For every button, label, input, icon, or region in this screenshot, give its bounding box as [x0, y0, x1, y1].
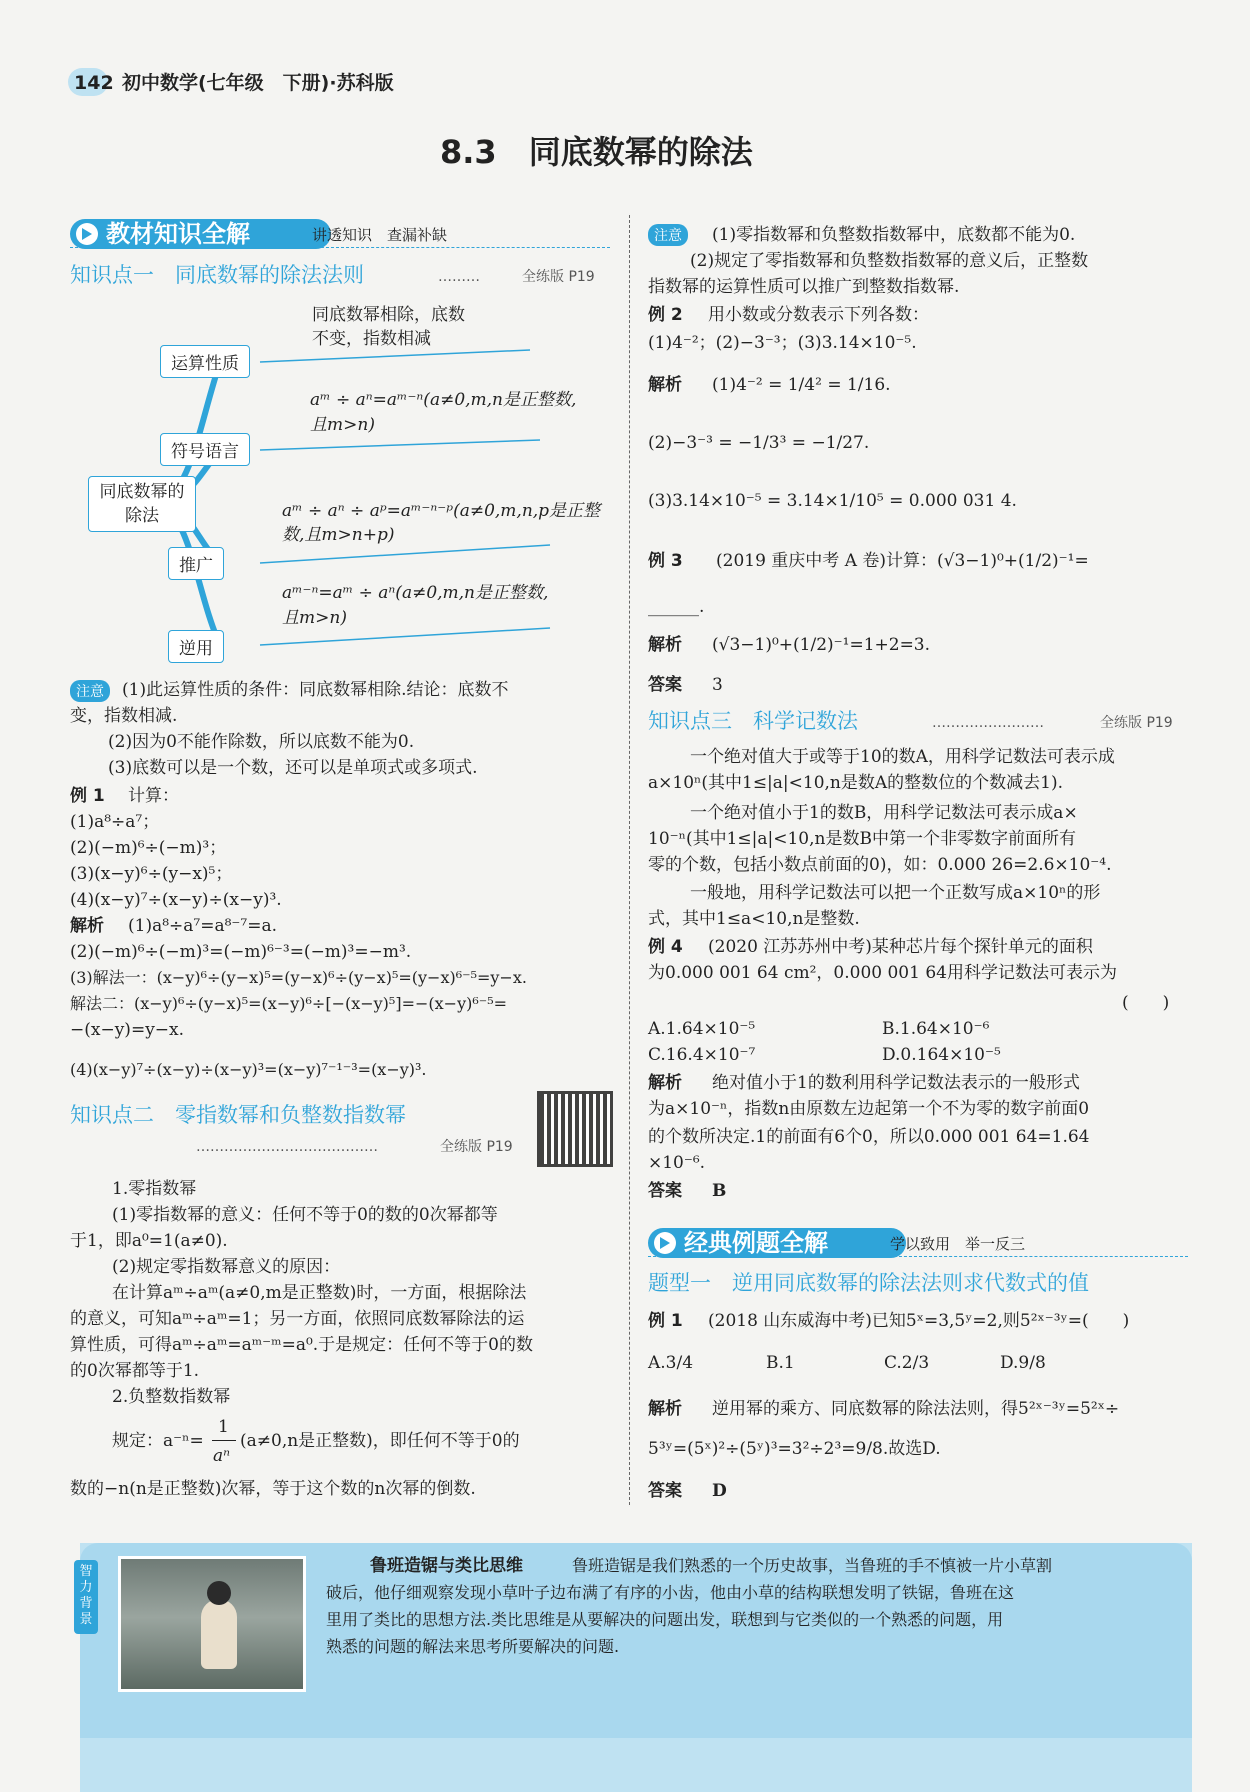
ex4-sol-3: 的个数所决定.1的前面有6个0，所以0.000 001 64=1.64 [648, 1127, 1090, 1147]
ex1-sol-label: 解析 [70, 916, 104, 936]
ex1-item-1: (1)a⁸÷a⁷； [70, 812, 160, 832]
mind-map-center: 同底数幂的除法 [88, 476, 196, 532]
kp2-title: 知识点二 零指数幂和负整数指数幂 [70, 1103, 406, 1127]
kp2-dots: ………………………………… [196, 1139, 378, 1155]
ex1-label: 例 1 [70, 786, 105, 806]
ex5-question: (2018 山东威海中考)已知5ˣ=3,5ʸ=2,则5²ˣ⁻³ʸ=( ) [708, 1311, 1130, 1331]
ex2-sol-1: (1)4⁻² = 1/4² = 1/16. [712, 375, 891, 395]
ex3-sol-label: 解析 [648, 635, 682, 655]
zero-line-1: (1)零指数幂的意义：任何不等于0的数的0次幂都等 [112, 1205, 498, 1225]
section-banner-knowledge [70, 219, 331, 249]
ex2-sol-3: (3)3.14×10⁻⁵ = 3.14×1/10⁵ = 0.000 031 4. [648, 491, 1017, 511]
zero-head: 1.零指数幂 [112, 1179, 197, 1199]
right-note-2: (2)规定了零指数幂和负整数指数幂的意义后，正整数 [690, 251, 1089, 271]
zero-line-6: 算性质，可得aᵐ÷aᵐ=aᵐ⁻ᵐ=a⁰.于是规定：任何不等于0的数 [70, 1335, 533, 1355]
ex1-sol-1: (1)a⁸÷a⁷=a⁸⁻⁷=a. [128, 916, 277, 936]
ex2-sol-label: 解析 [648, 375, 682, 395]
neg-line-2: 数的−n(n是正整数)次幂，等于这个数的n次幂的倒数. [70, 1479, 476, 1499]
ex4-ans-label: 答案 [648, 1181, 682, 1201]
type1-title: 题型一 逆用同底数幂的除法法则求代数式的值 [648, 1271, 1089, 1295]
right-note-3: 指数幂的运算性质可以推广到整数指数幂. [648, 277, 960, 297]
ex5-ans-label: 答案 [648, 1481, 682, 1501]
ex3-sol: (√3−1)⁰+(1/2)⁻¹=1+2=3. [712, 635, 931, 655]
ex4-opt-b: B.1.64×10⁻⁶ [882, 1019, 990, 1039]
kp2-ref: 全练版 P19 [440, 1139, 513, 1155]
ex4-sol-label: 解析 [648, 1073, 682, 1093]
column-separator [629, 215, 630, 1505]
footer-line-3: 里用了类比的思想方法.类比思维是从要解决的问题出发，联想到与它类似的一个熟悉的问题，用 [326, 1610, 1004, 1629]
kp3-dots: …………………… [932, 715, 1044, 731]
ex5-opt-d: D.9/8 [1000, 1353, 1046, 1373]
neg-frac-den: aⁿ [213, 1446, 231, 1466]
ex2-label: 例 2 [648, 305, 683, 325]
b2-text-2: 且m>n) [310, 415, 375, 435]
footer-line-4: 熟悉的问题的解法来思考所要解决的问题. [326, 1637, 620, 1656]
banner-subtitle: 讲透知识 查漏补缺 [312, 226, 448, 244]
kp3-line-2: a×10ⁿ(其中1≤|a|<10,n是数A的整数位的个数减去1). [648, 773, 1064, 793]
ex5-sol-label: 解析 [648, 1399, 682, 1419]
footer-title: 鲁班造锯与类比思维 [370, 1556, 523, 1576]
ex2-items: (1)4⁻²；(2)−3⁻³；(3)3.14×10⁻⁵. [648, 333, 917, 353]
ex3-question: (2019 重庆中考 A 卷)计算：(√3−1)⁰+(1/2)⁻¹= [716, 551, 1089, 571]
ex5-label: 例 1 [648, 1311, 683, 1331]
neg-frac-bar [212, 1440, 236, 1441]
ex2-question: 用小数或分数表示下列各数： [708, 305, 929, 325]
ex1-item-3: (3)(x−y)⁶÷(y−x)⁵； [70, 864, 233, 884]
right-note-tag: 注意 [648, 224, 688, 246]
mind-map-branch-2: 符号语言 [160, 433, 250, 466]
kp3-ref: 全练版 P19 [1100, 715, 1173, 731]
ex3-label: 例 3 [648, 551, 683, 571]
banner-label: 教材知识全解 [106, 220, 250, 248]
ex1-sol-2: (2)(−m)⁶÷(−m)³=(−m)⁶⁻³=(−m)³=−m³. [70, 942, 412, 962]
ex5-ans: D [712, 1481, 727, 1501]
ex4-ans: B [712, 1181, 727, 1201]
zero-line-3: (2)规定零指数幂意义的原因： [112, 1257, 341, 1277]
kp3-line-7: 式，其中1≤a<10,n是整数. [648, 909, 860, 929]
ex2-sol-2: (2)−3⁻³ = −1/3³ = −1/27. [648, 433, 870, 453]
ex4-paren: ( ) [1122, 993, 1170, 1013]
kp3-title: 知识点三 科学记数法 [648, 709, 858, 733]
right-note-1: (1)零指数幂和负整数指数幂中，底数都不能为0. [712, 225, 1076, 245]
b3-text-1: aᵐ ÷ aⁿ ÷ aᵖ=aᵐ⁻ⁿ⁻ᵖ(a≠0,m,n,p是正整 [282, 501, 601, 521]
mind-map-branch-3: 推广 [168, 547, 224, 580]
mind-map-branch-4: 逆用 [168, 630, 224, 663]
ex1-sol-4: 解法二：(x−y)⁶÷(y−x)⁵=(x−y)⁶÷[−(x−y)⁵]=−(x−y)⁶⁻⁵= [70, 994, 508, 1013]
b1-text-1: 同底数幂相除，底数 [312, 305, 465, 325]
neg-line-1a: 规定：a⁻ⁿ= [112, 1431, 204, 1451]
ex4-q1: (2020 江苏苏州中考)某种芯片每个探针单元的面积 [708, 937, 1093, 957]
kp3-line-6: 一般地，用科学记数法可以把一个正数写成a×10ⁿ的形 [690, 883, 1101, 903]
b3-text-2: 数,且m>n+p) [282, 525, 395, 545]
note-tag: 注意 [70, 680, 110, 702]
ex3-blank: ______. [648, 597, 705, 617]
ex5-opt-a: A.3/4 [648, 1353, 694, 1373]
kp3-line-5: 零的个数，包括小数点前面的0)，如：0.000 26=2.6×10⁻⁴. [648, 855, 1112, 875]
ex1-item-2: (2)(−m)⁶÷(−m)³； [70, 838, 227, 858]
ex5-opt-c: C.2/3 [884, 1353, 930, 1373]
zero-line-2: 于1，即a⁰=1(a≠0). [70, 1231, 228, 1251]
figure-head [207, 1581, 231, 1605]
note-line-1b: 变，指数相减. [70, 706, 178, 726]
kp3-line-4: 10⁻ⁿ(其中1≤|a|<10,n是数B中第一个非零数字前面所有 [648, 829, 1076, 849]
qr-code[interactable] [540, 1094, 610, 1164]
footer-line-1: 鲁班造锯是我们熟悉的一个历史故事，当鲁班的手不慎被一片小草割 [572, 1556, 1053, 1575]
note-line-2: (2)因为0不能作除数，所以底数不能为0. [108, 732, 415, 752]
neg-frac-num: 1 [218, 1417, 229, 1437]
footer-tag: 智力背景 [74, 1560, 98, 1634]
footer-line-2: 破后，他仔细观察发现小草叶子边布满了有序的小齿，他由小草的结构联想发明了铁锯，鲁班在这 [326, 1583, 1015, 1602]
b2-text-1: aᵐ ÷ aⁿ=aᵐ⁻ⁿ(a≠0,m,n是正整数, [310, 390, 577, 410]
kp1-title: 知识点一 同底数幂的除法法则 [70, 263, 364, 287]
ex1-item-4: (4)(x−y)⁷÷(x−y)÷(x−y)³. [70, 890, 282, 910]
ex3-ans: 3 [712, 675, 723, 695]
banner-underline [70, 247, 610, 248]
ex5-sol-2: 5³ʸ=(5ˣ)²÷(5ʸ)³=3²÷2³=9/8.故选D. [648, 1439, 941, 1459]
ex1-sol-3: (3)解法一：(x−y)⁶÷(y−x)⁵=(y−x)⁶÷(y−x)⁵=(y−x)⁶⁻⁵=y−x. [70, 968, 527, 987]
ex4-opt-a: A.1.64×10⁻⁵ [648, 1019, 756, 1039]
book-title: 初中数学(七年级 下册)·苏科版 [122, 72, 394, 94]
section-banner-examples [648, 1228, 906, 1258]
ex5-opt-b: B.1 [766, 1353, 795, 1373]
zero-line-7: 的0次幂都等于1. [70, 1361, 200, 1381]
ex4-sol-4: ×10⁻⁶. [648, 1153, 706, 1173]
ex5-sol-1: 逆用幂的乘方、同底数幂的除法法则，得5²ˣ⁻³ʸ=5²ˣ÷ [712, 1399, 1120, 1419]
kp3-line-1: 一个绝对值大于或等于10的数A，用科学记数法可表示成 [690, 747, 1115, 767]
speaker-icon [654, 1232, 676, 1254]
speaker-icon [76, 223, 98, 245]
ex4-sol-1: 绝对值小于1的数利用科学记数法表示的一般形式 [712, 1073, 1080, 1093]
ex4-opt-c: C.16.4×10⁻⁷ [648, 1045, 756, 1065]
zero-line-5: 的意义，可知aᵐ÷aᵐ=1；另一方面，依照同底数幂除法的运 [70, 1309, 525, 1329]
zero-line-4: 在计算aᵐ÷aᵐ(a≠0,m是正整数)时，一方面，根据除法 [112, 1283, 527, 1303]
kp1-dots: ……… [438, 269, 480, 285]
ex1-question: 计算： [128, 786, 179, 806]
note-line-1a: (1)此运算性质的条件：同底数幂相除.结论：底数不 [122, 680, 509, 700]
b4-text-2: 且m>n) [282, 608, 347, 628]
ex4-sol-2: 为a×10⁻ⁿ，指数n由原数左边起第一个不为零的数字前面0 [648, 1099, 1090, 1119]
ex1-sol-5: −(x−y)=y−x. [70, 1020, 185, 1040]
page-number: 142 [74, 72, 114, 94]
kp3-line-3: 一个绝对值小于1的数B，用科学记数法可表示成a× [690, 803, 1078, 823]
neg-head: 2.负整数指数幂 [112, 1387, 231, 1407]
kp1-ref: 全练版 P19 [522, 269, 595, 285]
b1-text-2: 不变，指数相减 [312, 329, 431, 349]
banner2-subtitle: 学以致用 举一反三 [890, 1235, 1026, 1253]
chapter-title: 8.3 同底数幂的除法 [440, 133, 753, 171]
banner-label: 经典例题全解 [684, 1229, 828, 1257]
note-line-3: (3)底数可以是一个数，还可以是单项式或多项式. [108, 758, 478, 778]
ex4-q2: 为0.000 001 64 cm²，0.000 001 64用科学记数法可表示为 [648, 963, 1117, 983]
ex3-ans-label: 答案 [648, 675, 682, 695]
ex1-sol-6: (4)(x−y)⁷÷(x−y)÷(x−y)³=(x−y)⁷⁻¹⁻³=(x−y)³. [70, 1060, 427, 1079]
mind-map-branch-1: 运算性质 [160, 345, 250, 378]
b4-text-1: aᵐ⁻ⁿ=aᵐ ÷ aⁿ(a≠0,m,n是正整数, [282, 583, 549, 603]
banner2-underline [648, 1256, 1188, 1257]
figure-shape [201, 1599, 237, 1669]
illustration-image [118, 1556, 306, 1692]
ex4-opt-d: D.0.164×10⁻⁵ [882, 1045, 1001, 1065]
neg-line-1b: (a≠0,n是正整数)，即任何不等于0的 [240, 1431, 520, 1451]
ex4-label: 例 4 [648, 937, 683, 957]
